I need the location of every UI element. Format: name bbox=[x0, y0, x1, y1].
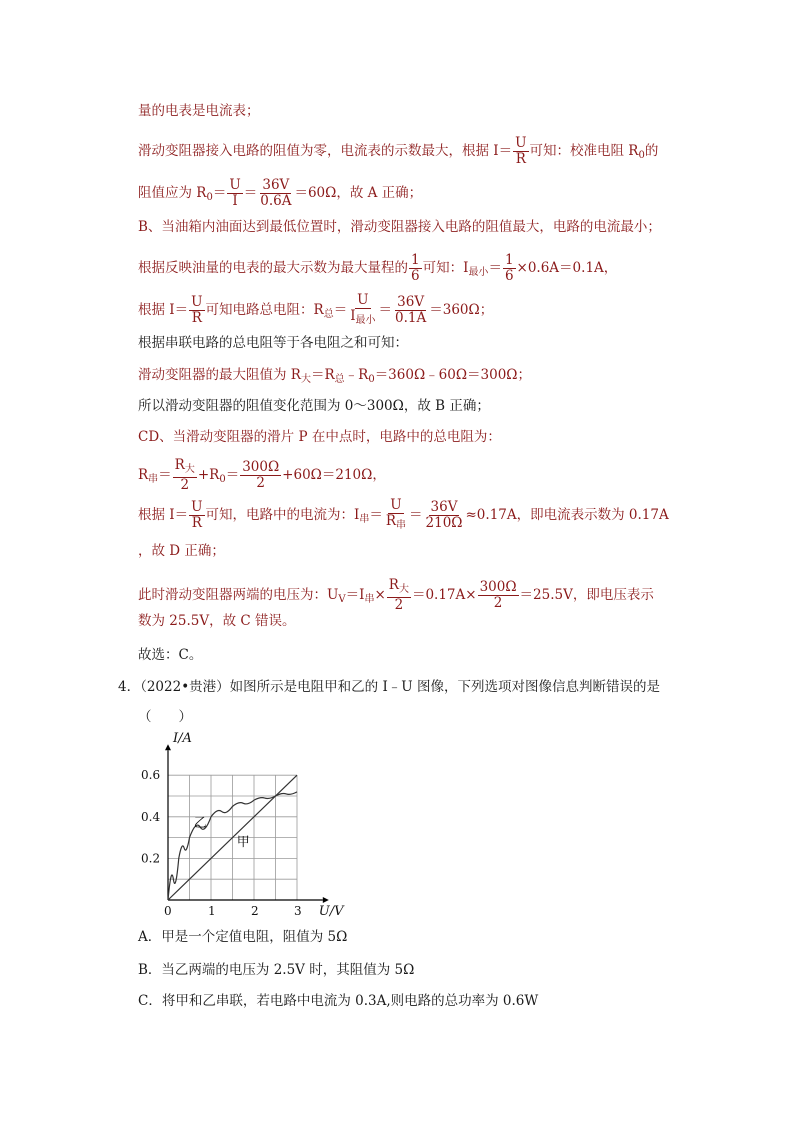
line-15: 数为 25.5V，故 C 错误。 bbox=[138, 613, 296, 629]
fraction-36v-over-210: $\frac{36V}{210\Omega}$ bbox=[425, 499, 463, 531]
y-axis-label: I/A bbox=[173, 731, 192, 746]
line-12: 根据 I＝ $\frac{U}{R}$ 可知，电路中的电流为：$I_串=$ $\frac{U}{R_串}$ ＝ $\frac{36V}{210\Omega}$ ≈0.17A，即电流表示数为 0.17A bbox=[138, 497, 669, 531]
fraction-36v-over-01a: $\frac{36V}{0.1A}$ bbox=[395, 294, 427, 326]
question-stem: （2022•贵港）如图所示是电阻甲和乙的 I﹣U 图像，下列选项对图像信息判断错误的是 bbox=[140, 679, 660, 695]
line-4: B、当油箱内油面达到最低位置时，滑动变阻器接入电路的阻值最大，电路的电流最小； bbox=[138, 219, 661, 235]
y-tick-label: 0.4 bbox=[141, 809, 161, 824]
option-c[interactable]: C．将甲和乙串联，若电路中电流为 0.3A,则电路的总功率为 0.6W bbox=[138, 993, 539, 1009]
x-tick-label: 2 bbox=[251, 904, 259, 918]
line-9: 所以滑动变阻器的阻值变化范围为 0～300Ω，故 B 正确； bbox=[138, 398, 490, 414]
fraction-1-6: $\frac{1}{6}$ bbox=[411, 252, 420, 284]
line-14: 此时滑动变阻器两端的电压为：$U_V=I_串\times$ $\frac{R_大}{2}$ ＝0.17A× $\frac{300\Omega}{2}$ ＝25.5V，即电压表示 bbox=[138, 577, 654, 613]
line-16: 故选：C。 bbox=[138, 647, 203, 663]
question-number: 4． bbox=[118, 679, 141, 695]
fraction-u-over-rseries: $\frac{U}{R_串}$ bbox=[385, 497, 407, 531]
line-6: 根据 I＝ $\frac{U}{R}$ 可知电路总电阻：$R_总=$ $\frac{U}{I_{最小}}$ ＝ $\frac{36V}{0.1A}$ ＝360Ω； bbox=[138, 292, 494, 326]
line-5: 根据反映油量的电表的最大示数为最大量程的 $\frac{1}{6}$ 可知：$I_{最小}=$ $\frac{1}{6}$ ×0.6A＝0.1A， bbox=[138, 252, 618, 284]
y-tick-label: 0.6 bbox=[141, 768, 161, 783]
chart-labels bbox=[141, 731, 345, 919]
fraction-u-over-r-b: $\frac{U}{R}$ bbox=[191, 294, 203, 326]
x-axis-label: U/V bbox=[318, 904, 344, 919]
fraction-u-over-i: $\frac{U}{I}$ bbox=[229, 177, 241, 209]
fraction-u-over-r-c: $\frac{U}{R}$ bbox=[191, 499, 203, 531]
fraction-u-over-r: $\frac{U}{R}$ bbox=[515, 135, 527, 167]
fraction-1-6-b: $\frac{1}{6}$ bbox=[504, 252, 514, 284]
line-11: $R_串=$ $\frac{R_大}{2}$ $+R_0=$ $\frac{300\Omega}{2}$ +60Ω＝210Ω， bbox=[138, 457, 386, 493]
fraction-300-over-2: $\frac{300\Omega}{2}$ bbox=[242, 459, 280, 491]
fraction-rmax-over-2-b: $\frac{R_大}{2}$ bbox=[388, 577, 409, 613]
answer-blank: （ ） bbox=[138, 709, 192, 725]
option-a[interactable]: A．甲是一个定值电阻，阻值为 5Ω bbox=[138, 929, 348, 945]
x-tick-label: 0 bbox=[164, 904, 172, 918]
x-axis-arrow bbox=[323, 897, 329, 903]
y-tick-label: 0.2 bbox=[141, 851, 161, 866]
y-axis-arrow bbox=[165, 744, 171, 750]
fraction-rmax-over-2: $\frac{R_大}{2}$ bbox=[174, 457, 195, 493]
x-tick-label: 3 bbox=[294, 904, 302, 918]
option-b[interactable]: B．当乙两端的电压为 2.5V 时，其阻值为 5Ω bbox=[138, 962, 415, 978]
question-header bbox=[118, 678, 660, 696]
fraction-300-over-2-b: $\frac{300\Omega}{2}$ bbox=[479, 579, 517, 611]
series-label-yi: 乙 bbox=[193, 816, 207, 832]
line-1: 量的电表是电流表； bbox=[138, 103, 260, 119]
line-13: ，故 D 正确； bbox=[138, 543, 225, 559]
line-7: 根据串联电路的总电阻等于各电阻之和可知： bbox=[138, 335, 408, 351]
line-3: 阻值应为 $R_0=$ $\frac{U}{I}$ ＝ $\frac{36V}{0.6A}$ ＝60Ω，故 A 正确； bbox=[138, 177, 423, 209]
iu-chart bbox=[138, 730, 344, 920]
fraction-36v-over-06a: $\frac{36V}{0.6A}$ bbox=[260, 177, 292, 209]
x-tick-label: 1 bbox=[208, 904, 216, 918]
line-2: 滑动变阻器接入电路的阻值为零，电流表的示数最大，根据 I＝ $\frac{U}{R}$ 可知：校准电阻 $R_0$的 bbox=[138, 135, 659, 167]
series-label-jia: 甲 bbox=[236, 834, 250, 850]
line-8: 滑动变阻器的最大阻值为 $R_大=R_总﹣R_0=360\Omega﹣60\Omega=300\Omega$； bbox=[138, 367, 531, 385]
line-10: CD、当滑动变阻器的滑片 P 在中点时，电路中的总电阻为： bbox=[138, 429, 501, 445]
fraction-u-over-imin: $\frac{U}{I_{最小}}$ bbox=[350, 292, 376, 326]
